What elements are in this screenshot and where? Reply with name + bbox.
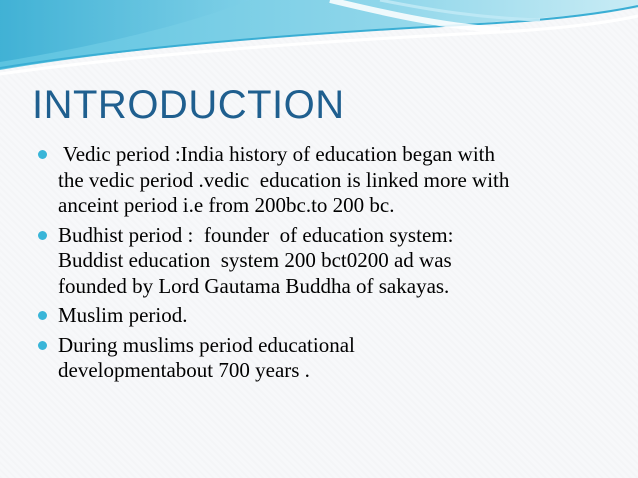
bullet-line: Muslim period. bbox=[58, 303, 188, 327]
bullet-line: Budhist period : founder of education system: bbox=[58, 222, 454, 247]
header-wave-decoration bbox=[0, 0, 638, 80]
bullet-item-muslim-education bbox=[38, 333, 618, 384]
bullet-item-vedic bbox=[38, 142, 618, 219]
bullet-list bbox=[38, 142, 618, 388]
bullet-dot-icon bbox=[38, 341, 47, 350]
bullet-line: Buddist education system 200 bct0200 ad was bbox=[58, 248, 452, 272]
bullet-item-muslim bbox=[38, 303, 618, 329]
bullet-line: During muslims period educational bbox=[58, 332, 355, 357]
slide-title: INTRODUCTION bbox=[32, 83, 345, 127]
bullet-line: Vedic period :India history of education began with bbox=[58, 142, 496, 166]
bullet-dot-icon bbox=[38, 231, 47, 240]
bullet-line: anceint period i.e from 200bc.to 200 bc. bbox=[58, 193, 395, 217]
bullet-line: founded by Lord Gautama Buddha of sakayas. bbox=[58, 273, 450, 298]
bullet-item-budhist bbox=[38, 223, 618, 300]
bullet-dot-icon bbox=[38, 150, 47, 159]
bullet-line: the vedic period .vedic education is linked more with bbox=[58, 167, 510, 192]
bullet-line: developmentabout 700 years . bbox=[58, 358, 310, 382]
bullet-dot-icon bbox=[38, 311, 47, 320]
